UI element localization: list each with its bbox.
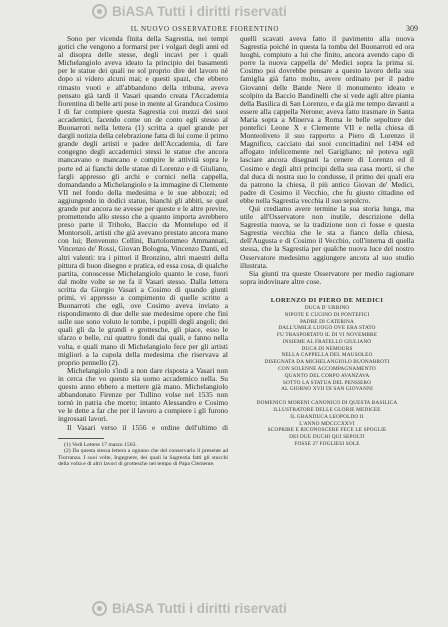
watermark-text: BiASA Tutti i diritti riservati xyxy=(112,601,287,616)
inscription-line: DEI DUE DUCHI QUI SEPOLTI xyxy=(289,434,365,441)
biasa-logo-icon xyxy=(92,601,107,616)
running-header-title: IL NUOVO OSSERVATORE FIORENTINO xyxy=(130,25,280,33)
footnote-rule xyxy=(58,438,104,439)
inscription-line: DISEGNATA DA MICHELANGIOLO BUONARROTI xyxy=(264,359,390,366)
inscription-line: DUCA DI NEMOURS xyxy=(301,345,353,352)
inscription-line: NIPOTE E CUGINO DI PONTEFICI xyxy=(284,311,370,318)
inscription-line: ILLUSTRATORE DELLE GLORIE MEDICEE xyxy=(273,407,381,414)
inscription-line: DALL'UMILE LUOGO OVE ERA STATO xyxy=(278,325,376,332)
inscription-lorenzo xyxy=(240,297,414,393)
inscription-line: DOMENICO MORENI CANONICO DI QUESTA BASILICA xyxy=(256,400,398,407)
paragraph: Sia giunti tra queste Osservatore per medio ragionare sopra indovinare altre cose. xyxy=(240,268,414,286)
inscription-line: CON SOLENNE ACCOMPAGNAMENTO xyxy=(278,366,376,373)
watermark-bottom xyxy=(92,601,287,616)
inscription-line: IL GRANDUCA LEOPOLDO II xyxy=(290,413,364,420)
inscription-line: NELLA CAPPELLA DEL MAUSOLEO xyxy=(281,352,373,359)
footnote-1: (1) Vedi Lettere 17 marzo 1563. xyxy=(64,441,137,448)
inscription-line: L'ANNO MDCCCXXVI xyxy=(299,420,355,427)
paragraph: Il Vasari verso il 1556 e ordine dell'ultimo di xyxy=(67,422,228,432)
inscription-line: FU TRASPORTATO IL DI VI NOVEMBRE xyxy=(276,332,378,339)
inscription-line: DUCA D' URBINO xyxy=(304,304,350,311)
page-number: 309 xyxy=(406,24,418,33)
inscription-line: SOTTO LA STATUA DEL PENSIERO xyxy=(282,379,372,386)
left-column xyxy=(58,35,228,468)
biasa-logo-icon xyxy=(92,4,107,19)
inscription-line: FOSSE 27 FOGLIESI SOLE xyxy=(294,441,360,448)
inscription-moreni xyxy=(240,400,414,448)
inscription-line: PADRE DI CATERINA xyxy=(300,318,354,325)
inscription-line: SCOPRIRE E RICONOSCERE FECE LE SPOGLIE xyxy=(267,427,387,434)
inscription-line: INSIEME AL FRATELLO GIULIANO xyxy=(282,338,372,345)
inscription-line: QUANTO DEL CORPO AVANZAVA xyxy=(284,372,370,379)
watermark-top xyxy=(92,4,287,19)
paragraph: Qui crediamo avere termine la sua storia lunga, ma utile all'Osservatore non inutile, descrizione della Sagrestia nuova, se la tradizione non ci fosse e questa Sagrestia vecchia che le sta a fianco della chiesa, dell'Augusta e di Cosimo il Vecchio, coll'interna di quella stessa, che la Sagrestia per qualche nuova luce del nostro Osservatore medesimo aggiungere ancora al suo studio illustrata. xyxy=(240,203,414,270)
inscription-heading: LORENZO DI PIERO DE MEDICI xyxy=(270,296,384,304)
inscription-line: AL GIORNO XVII DI SAN GIOVANNI xyxy=(281,386,373,393)
watermark-text: BiASA Tutti i diritti riservati xyxy=(112,4,287,19)
paragraph: Sono per vicenda finita della Sagrestia, nei tempi gotici che vengono a formarsi per i volgari degli anni ed al disopra delle stesse, degli incavi per i quali Michelangiolo aveva ideato la principio dei basamenti per le statue dei quali ne sol proprio dire del lavoro nè dopo si videro alcuni mai; e questi spazi, che ebbero rimasto vuoti e all'abbandono della tribuna, aveva pensato già tardi il Vasari quando creata l'Accademia fiorentina di belle arti pose in mente al Granduca Cosimo I di far compiere questa Sagrestia coi mezzi dei suoi accademici, facendo come un de conto egli stesso al Buonarroti nella lettera (1) scritta a quel grande per dargli notizia della celebrazione fatta di lui come il primo grande degli artisti e padre dell'Accademia, di fare congegno degli accademici stessi le statue che ancora mancavano o mancano e compire le attività sopra le porte ed ai fianchi delle statue di Lorenzo e di Giuliano, fargli appresso gli archi e cornici nella cappella, domandando a Michelangiolo e la immagine di Clemente VII nel fondo della medesima e le sue abbozzi; ed aggiungendo in dodici statue, bianchi gli abbiti, se quel grande pur ancora ne avesse per queste e le altre previte, promettendo allo stesso che a quanto importa avrebbero preso parte il Tribolo, Baccio da Montelupo ed il Montorsoli, artisti che già avevano prestato ancora mano con lui; Benvenuto Cellini, Bartolommeo Ammannati, Vincenzo de' Rossi, Giovan Bologna, Vincenzo Danti, ed altri valenti: tra i pittori il Bronzino, altri maestri della pittura di buon disegno e pratica, ed essa cosa, di qualche partita, conoscesse Michelangiolo quanto le cose, fuori dal molte volte se ne fa il Vasari stesso. Dalla lettera scritta da Giorgio Vasari a Cosimo di quando giunti primi, vi appresso a compimento di quelle scritte a Buonarroti che egli, ove Cosimo aveva inviato a rispondimento di due delle sue medesime opere che fini sulle sue sono voluto le tombe, i pupilli degli angoli; dei quali gli da le grandi e grottesche, gli piace, esso le sfarzo e belle, cui quattro fondi dai quali, e fanno nella volta, e quali mano di Michelangiolo fece per gli artisti migliori a la cupola della medesima che riservava al proprio pennello (2). xyxy=(58,34,228,367)
right-column xyxy=(240,35,414,448)
paragraph: quelli scavati aveva fatto il pavimento alla nuova Sagrestia poichè in questa la tomba del Buonarroti ed ora luoghi, compiuto a lui che finito, ancora avendo capo di porre la nuova cappella de' Medici sopra la prima si. Cosimo poi dovrebbe pensare a questo lavoro della sua famiglia già fatto molto, avere ordinato per il padre Giovanni delle Bande Nere il monumento ideato e scolpito da Baccio Bandinelli che si vede agli altre pianta della Basilica di San Lorenzo, e da già me tempo davanti a essere alla cappella Nerone; aveva fatto trasmare in Santa Maria sopra a Minerva a Roma le belle sepolture dei pontefici Leone X e Clemente VII e nella chiesa di Monteoliveto il suo rapporto a Piero di Lorenzo il Magnifico, cacciato dai suoi concittadini nel 1494 ed affogato infelicemente nel Garigliano; nè poteva egli lasciare ancora disegnati la cenere di Lorenzo ed il Cosimo e degli altri principi della sua casa morti, sì che dal duca di nostra suo lo condusse, il primo dei quali era da patrono la chiesa, il più antico Giovan de' Medici, padre di Cosimo il Vecchio, che fu giusto cittadino ed ebbe nella Sagrestia vecchia il suo sepolcro. xyxy=(240,34,414,205)
paragraph: Michelangiolo s'indi a non dare risposta a Vasari non in cerca che vo questo sia uomo accademico nella. Su questo anno ebbero a mettere già mano. Michelangiolo abbandonato Firenze per Tullino volse nel 1535 non tornò in patria che morto; intanto Alessandro e Cosimo ve le dette a far che per il lavoro a compiere i gli furono ingrossati lavori. xyxy=(58,365,228,424)
footnote-2: (2) Da questa stessa lettera a ognuno che del conservarlo il presente ad Tiorranza. I suoi volte, Ingegnere, dei quali la Sagrestia fatti gli stucchi della volta e di altri lavori di grottesche nel tempo di Papa Clemente. xyxy=(58,448,228,468)
